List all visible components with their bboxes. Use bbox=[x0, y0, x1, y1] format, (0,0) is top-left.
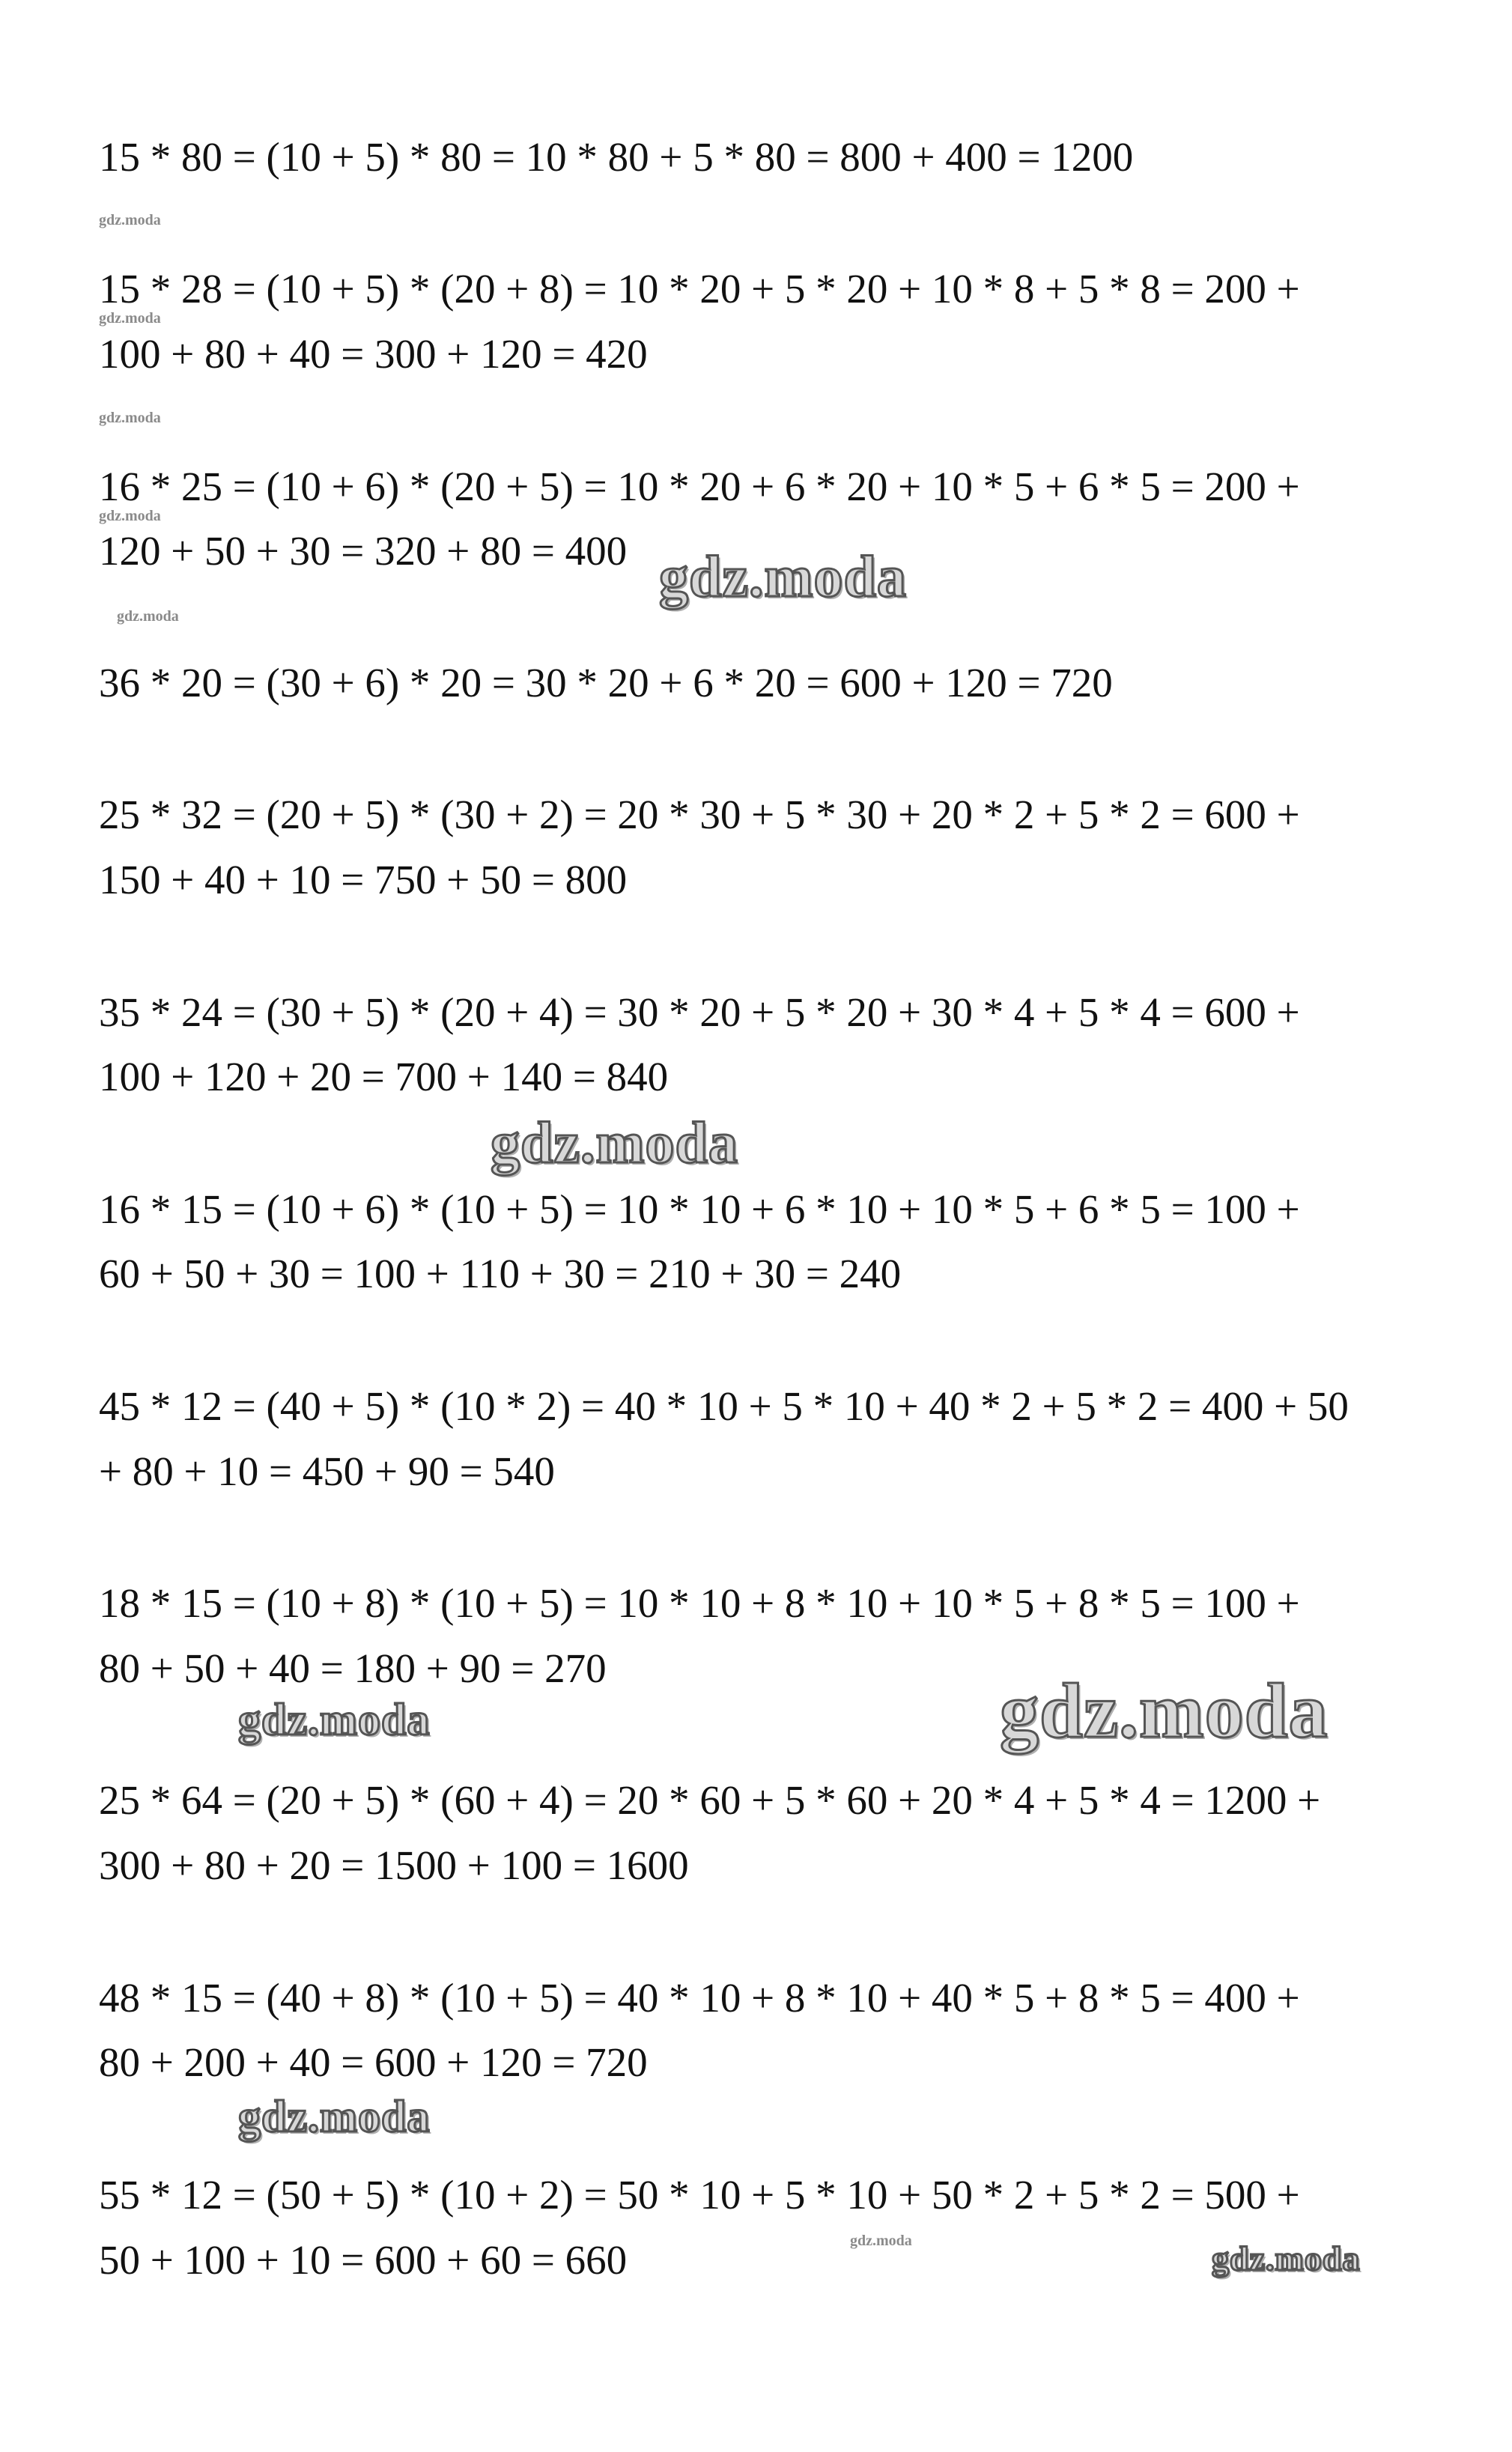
equation-line: 100 + 80 + 40 = 300 + 120 = 420 bbox=[99, 331, 648, 377]
watermark-small: gdz.moda bbox=[99, 508, 161, 524]
equation-line: 50 + 100 + 10 = 600 + 60 = 660 bbox=[99, 2237, 628, 2283]
watermark-small: gdz.moda bbox=[99, 310, 161, 327]
watermark-large: gdz.moda bbox=[1000, 1668, 1329, 1754]
watermark-small: gdz.moda bbox=[99, 410, 161, 426]
equation-line: 60 + 50 + 30 = 100 + 110 + 30 = 210 + 30 = 240 bbox=[99, 1251, 902, 1296]
watermark-large: gdz.moda bbox=[1212, 2239, 1361, 2277]
equation-line: 25 * 32 = (20 + 5) * (30 + 2) = 20 * 30 + 5 * 30 + 20 * 2 + 5 * 2 = 600 + bbox=[99, 792, 1300, 837]
watermark-large: gdz.moda bbox=[238, 2092, 431, 2141]
equation-line: 300 + 80 + 20 = 1500 + 100 = 1600 bbox=[99, 1842, 689, 1888]
equation-line: 120 + 50 + 30 = 320 + 80 = 400 bbox=[99, 528, 628, 574]
equation-line: 80 + 200 + 40 = 600 + 120 = 720 bbox=[99, 2039, 648, 2085]
watermark-large: gdz.moda bbox=[238, 1695, 431, 1744]
watermark-small: gdz.moda bbox=[850, 2233, 912, 2249]
equation-line: 35 * 24 = (30 + 5) * (20 + 4) = 30 * 20 + 5 * 20 + 30 * 4 + 5 * 4 = 600 + bbox=[99, 989, 1300, 1035]
equation-line: 16 * 15 = (10 + 6) * (10 + 5) = 10 * 10 + 6 * 10 + 10 * 5 + 6 * 5 = 100 + bbox=[99, 1186, 1300, 1232]
equation-line: + 80 + 10 = 450 + 90 = 540 bbox=[99, 1448, 555, 1494]
watermark-large: gdz.moda bbox=[659, 544, 907, 609]
equation-line: 100 + 120 + 20 = 700 + 140 = 840 bbox=[99, 1054, 669, 1099]
equation-line: 150 + 40 + 10 = 750 + 50 = 800 bbox=[99, 857, 628, 902]
equation-line: 16 * 25 = (10 + 6) * (20 + 5) = 10 * 20 + 6 * 20 + 10 * 5 + 6 * 5 = 200 + bbox=[99, 464, 1300, 509]
equation-line: 48 * 15 = (40 + 8) * (10 + 5) = 40 * 10 + 8 * 10 + 40 * 5 + 8 * 5 = 400 + bbox=[99, 1975, 1300, 2021]
equation-line: 45 * 12 = (40 + 5) * (10 * 2) = 40 * 10 + 5 * 10 + 40 * 2 + 5 * 2 = 400 + 50 bbox=[99, 1383, 1349, 1429]
watermark-small: gdz.moda bbox=[117, 608, 179, 625]
equation-line: 80 + 50 + 40 = 180 + 90 = 270 bbox=[99, 1645, 607, 1691]
equation-line: 15 * 80 = (10 + 5) * 80 = 10 * 80 + 5 * 80 = 800 + 400 = 1200 bbox=[99, 134, 1134, 180]
equation-line: 55 * 12 = (50 + 5) * (10 + 2) = 50 * 10 + 5 * 10 + 50 * 2 + 5 * 2 = 500 + bbox=[99, 2172, 1300, 2218]
watermark-small: gdz.moda bbox=[99, 212, 161, 228]
equation-line: 18 * 15 = (10 + 8) * (10 + 5) = 10 * 10 + 8 * 10 + 10 * 5 + 8 * 5 = 100 + bbox=[99, 1580, 1300, 1626]
equation-line: 15 * 28 = (10 + 5) * (20 + 8) = 10 * 20 + 5 * 20 + 10 * 8 + 5 * 8 = 200 + bbox=[99, 266, 1300, 312]
equation-line: 36 * 20 = (30 + 6) * 20 = 30 * 20 + 6 * 20 = 600 + 120 = 720 bbox=[99, 660, 1113, 705]
watermark-large: gdz.moda bbox=[491, 1110, 738, 1175]
equation-line: 25 * 64 = (20 + 5) * (60 + 4) = 20 * 60 + 5 * 60 + 20 * 4 + 5 * 4 = 1200 + bbox=[99, 1777, 1321, 1823]
